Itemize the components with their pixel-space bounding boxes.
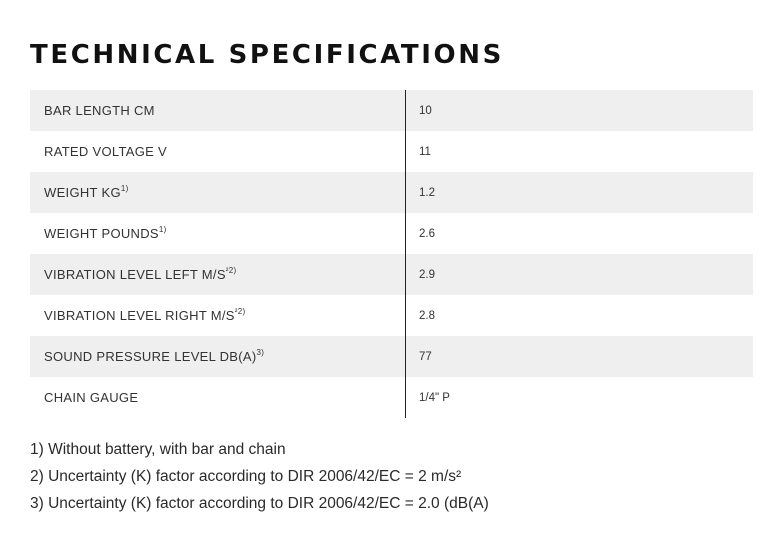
spec-value: 2.8 (419, 309, 435, 322)
spec-value: 11 (419, 145, 431, 158)
spec-label: WEIGHT POUNDS$^{1)}$ (30, 213, 406, 254)
footnote-marker: 1) (158, 224, 167, 234)
footnote: 1) Without battery, with bar and chain (30, 441, 286, 458)
spec-label: RATED VOLTAGE V (30, 131, 406, 172)
spec-row-bar-length (30, 90, 753, 131)
spec-label: WEIGHT KG$^{1)}$ (30, 172, 406, 213)
footnote-marker: 1) (120, 183, 129, 193)
spec-row-weight-pounds (30, 213, 753, 254)
spec-row-vibration-left (30, 254, 753, 295)
footnote-marker: ²2) (225, 265, 237, 275)
spec-label: BAR LENGTH CM (30, 90, 406, 131)
spec-value: 1.2 (419, 186, 435, 199)
spec-label: VIBRATION LEVEL LEFT $M/S^{^22)}$ (30, 254, 406, 295)
footnote: 3) Uncertainty (K) factor according to DIR 2006/42/EC = 2.0 (dB(A) (30, 495, 489, 512)
spec-value: 10 (419, 104, 432, 117)
spec-value: 2.6 (419, 227, 435, 240)
spec-row-weight-kg (30, 172, 753, 213)
spec-row-vibration-right (30, 295, 753, 336)
footnotes (30, 436, 489, 517)
spec-row-chain-gauge (30, 377, 753, 418)
footnote: 2) Uncertainty (K) factor according to DIR 2006/42/EC = 2 m/s² (30, 468, 462, 485)
spec-row-sound-pressure (30, 336, 753, 377)
spec-value: 1/4" P (419, 391, 450, 404)
spec-label: SOUND PRESSURE LEVEL $DB(A)^{3)}$ (30, 336, 406, 377)
footnote-marker: 3) (256, 347, 265, 357)
spec-label: VIBRATION LEVEL RIGHT $M/S^{^22)}$ (30, 295, 406, 336)
spec-value: 77 (419, 350, 432, 363)
specifications-table (30, 90, 753, 418)
page-title: TECHNICAL SPECIFICATIONS (30, 40, 504, 70)
spec-label: CHAIN GAUGE (30, 377, 406, 418)
footnote-marker: ²2) (234, 306, 246, 316)
spec-value: 2.9 (419, 268, 435, 281)
spec-row-rated-voltage (30, 131, 753, 172)
